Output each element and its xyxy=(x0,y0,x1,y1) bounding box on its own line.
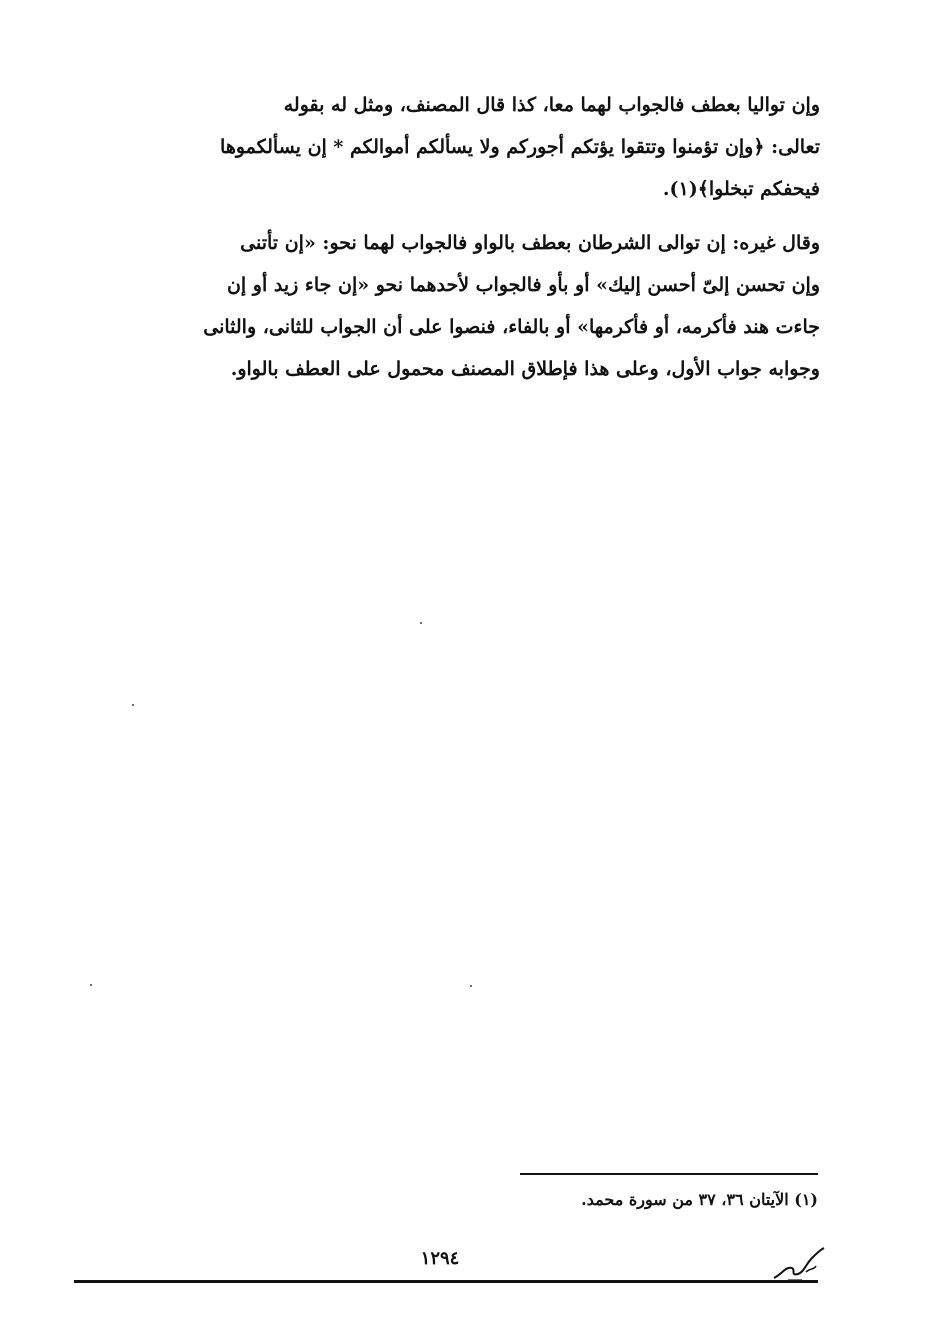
text-line: وإن تحسن إلىّ أحسن إليك» أو بأو فالجواب لأحدهما نحو «إن جاء زيد أو إن xyxy=(226,274,820,296)
scan-speck xyxy=(90,984,92,986)
footnote: (١) الآيتان ٣٦، ٣٧ من سورة محمد. xyxy=(581,1190,818,1209)
quran-verse-line: فيحفكم تبخلوا﴾(١). xyxy=(662,178,820,200)
page-number: ١٢٩٤ xyxy=(420,1248,460,1269)
text-line: وجوابه جواب الأول، وعلى هذا فإطلاق المصنف محمول على العطف بالواو. xyxy=(230,358,820,380)
quran-verse-line: تعالى: ﴿وإن تؤمنوا وتتقوا يؤتكم أجوركم ولا يسألكم أموالكم * إن يسألكموها xyxy=(220,136,820,158)
scan-speck xyxy=(470,985,472,987)
scan-speck xyxy=(132,704,134,706)
bottom-divider xyxy=(74,1280,818,1283)
footnote-divider xyxy=(520,1173,818,1175)
paragraph-2 xyxy=(78,222,820,390)
text-line: وإن تواليا بعطف فالجواب لهما معا، كذا قال المصنف، ومثل له بقوله xyxy=(283,94,820,116)
paragraph-1 xyxy=(78,84,820,210)
signature-flourish-icon xyxy=(768,1244,828,1284)
scan-speck xyxy=(420,622,422,624)
text-line: جاءت هند فأكرمه، أو فأكرمها» أو بالفاء، فنصوا على أن الجواب للثانى، والثانى xyxy=(203,316,820,338)
text-line: وقال غيره: إن توالى الشرطان بعطف بالواو فالجواب لهما نحو: «إن تأتنى xyxy=(240,232,820,254)
